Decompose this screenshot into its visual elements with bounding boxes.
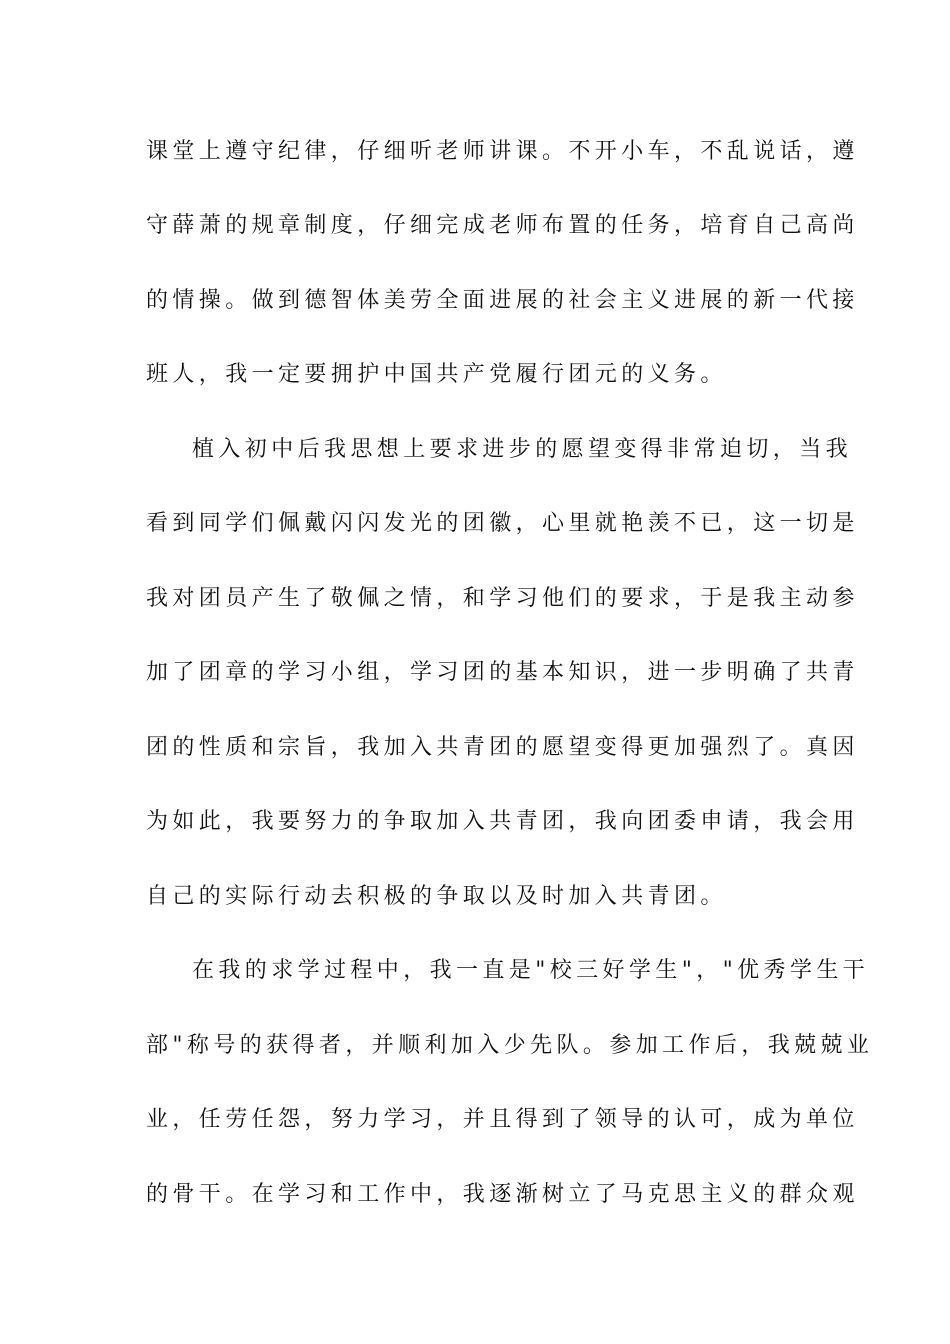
text-line: 自己的实际行动去积极的争取以及时加入共青团。 xyxy=(146,884,727,909)
text-line: 业，任劳任怨，努力学习，并且得到了领导的认可，成为单位 xyxy=(146,1107,859,1132)
text-line: 守薛萧的规章制度，仔细完成老师布置的任务，培育自己高尚 xyxy=(146,213,859,238)
text-line: 我对团员产生了敬佩之情，和学习他们的要求，于是我主动参 xyxy=(146,586,859,611)
text-line: 为如此，我要努力的争取加入共青团，我向团委申请，我会用 xyxy=(146,809,859,834)
text-line: 的骨干。在学习和工作中，我逐渐树立了马克思主义的群众观 xyxy=(146,1182,859,1207)
paragraph-first-line: 植入初中后我思想上要求进步的愿望变得非常迫切，当我 xyxy=(192,437,853,462)
paragraph-first-line: 在我的求学过程中，我一直是"校三好学生"，"优秀学生干 xyxy=(192,958,870,983)
text-line: 加了团章的学习小组，学习团的基本知识，进一步明确了共青 xyxy=(146,660,859,685)
text-line: 的情操。做到德智体美劳全面进展的社会主义进展的新一代接 xyxy=(146,288,859,313)
text-line: 班人，我一定要拥护中国共产党履行团元的义务。 xyxy=(146,362,727,387)
text-line: 团的性质和宗旨，我加入共青团的愿望变得更加强烈了。真因 xyxy=(146,735,859,760)
text-line: 看到同学们佩戴闪闪发光的团徽，心里就艳羡不已，这一切是 xyxy=(146,511,859,536)
text-line: 课堂上遵守纪律，仔细听老师讲课。不开小车，不乱说话，遵 xyxy=(146,139,859,164)
text-line: 部"称号的获得者，并顺利加入少先队。参加工作后，我兢兢业 xyxy=(146,1033,874,1058)
